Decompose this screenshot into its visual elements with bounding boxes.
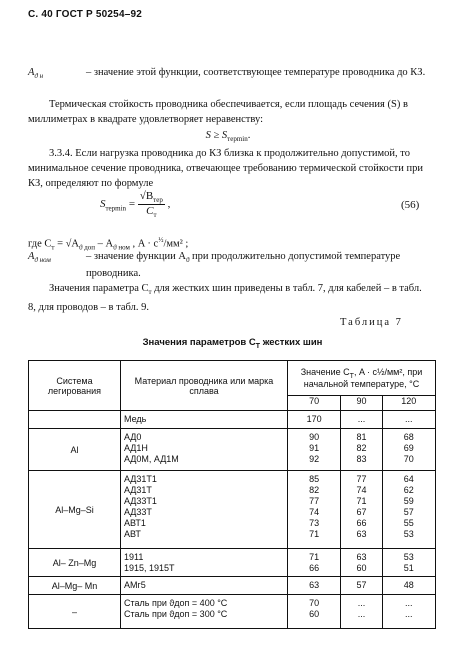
cell-value-90 <box>341 411 382 429</box>
cell-value-120-line: 69 <box>403 443 414 453</box>
cell-value-90-line: 81 <box>356 432 367 442</box>
cell-value-90-line: 82 <box>356 443 367 453</box>
cell-value-70-line: 77 <box>309 496 320 506</box>
page-header: С. 40 ГОСТ Р 50254–92 <box>28 9 142 20</box>
header-ct-value: Значение $C_Т$, A · c½/мм², при начальной температуре, °C <box>288 361 436 396</box>
cell-system: – <box>29 595 121 629</box>
cell-material <box>121 595 288 629</box>
cell-system <box>29 411 121 429</box>
cell-value-70-line: 63 <box>309 580 320 590</box>
cell-value-70-line: 73 <box>309 518 320 528</box>
table-row <box>29 549 436 577</box>
paragraph-3-3-4: 3.3.4. Если нагрузка проводника до КЗ близка к продолжительно допустимой, то минимальное сечение проводника, отвечающее требованию термической стойкости при КЗ, определяют по формуле <box>28 148 423 189</box>
cell-value-120-line: 53 <box>403 529 414 539</box>
header-temp-70: 70 <box>288 396 341 411</box>
cell-material <box>121 577 288 595</box>
cell-value-120-line: 55 <box>403 518 414 528</box>
cell-value-90-line: ... <box>357 414 366 424</box>
symbol-a: $A_{ϑ н}$ <box>28 67 44 81</box>
table-row <box>29 471 436 549</box>
cell-value-90-line: 77 <box>356 474 367 484</box>
cell-value-90-line: 63 <box>356 529 367 539</box>
cell-value-90-line: 66 <box>356 518 367 528</box>
cell-value-90-line: 57 <box>356 580 367 590</box>
cell-value-120-line: 64 <box>403 474 414 484</box>
definition-text: – значение этой функции, соответствующее температуре проводника до КЗ. <box>86 67 426 78</box>
cell-material <box>121 549 288 577</box>
cell-value-90-line: 74 <box>356 485 367 495</box>
cell-material-line: Сталь при ϑдоп = 300 °C <box>124 609 228 619</box>
cell-material-line: Сталь при ϑдоп = 400 °C <box>124 598 228 608</box>
header-temp-120: 120 <box>382 396 435 411</box>
cell-material-line: 1911 <box>124 552 144 562</box>
cell-material-line: АМг5 <box>124 580 146 590</box>
cell-value-120 <box>382 471 435 549</box>
formula-56: $S_{терmin}$ = $\frac{√B_{тер}}{C_т}$ , <box>100 190 171 220</box>
cell-value-120-line: ... <box>405 609 413 619</box>
cell-value-120-line: 70 <box>403 454 414 464</box>
table-number: Таблица 7 <box>340 317 403 328</box>
cell-value-120-line: 68 <box>403 432 414 442</box>
cell-material-line: АВТ1 <box>124 518 146 528</box>
cell-value-70 <box>288 429 341 471</box>
cell-value-90-line: ... <box>357 598 366 608</box>
cell-value-120-line: 57 <box>403 507 414 517</box>
table-row <box>29 429 436 471</box>
cell-value-90-line: 71 <box>356 496 367 506</box>
table-row <box>29 595 436 629</box>
cell-material-line: АД31Т1 <box>124 474 157 484</box>
table-row <box>29 577 436 595</box>
cell-value-70-line: 91 <box>309 443 320 453</box>
header-material: Материал проводника или марка сплава <box>121 361 288 411</box>
table-row <box>29 411 436 429</box>
cell-material-line: АД33Т <box>124 507 152 517</box>
cell-system: Al– Zn–Mg <box>29 549 121 577</box>
cell-value-70-line: 71 <box>309 529 320 539</box>
cell-material-line: АД1Н <box>124 443 148 453</box>
paragraph-thermal-stability: Термическая стойкость проводника обеспечивается, если площадь сечения (S) в миллиметрах в квадрате удовлетворяет неравенству: <box>28 99 408 125</box>
cell-material <box>121 471 288 549</box>
cell-material-line: АД0 <box>124 432 142 442</box>
cell-value-120-line: 59 <box>403 496 414 506</box>
cell-value-70 <box>288 411 341 429</box>
cell-material <box>121 411 288 429</box>
cell-value-120-line: 53 <box>403 552 414 562</box>
cell-value-70 <box>288 577 341 595</box>
formula-fraction: $\frac{√B_{тер}}{C_т}$ <box>139 190 163 220</box>
cell-material-line: Медь <box>124 414 147 424</box>
cell-value-120 <box>382 577 435 595</box>
header-system: Система легирования <box>29 361 121 411</box>
cell-value-120 <box>382 411 435 429</box>
cell-value-90-line: 83 <box>356 454 367 464</box>
cell-value-70-line: 82 <box>309 485 320 495</box>
cell-system: Al–Mg– Mn <box>29 577 121 595</box>
cell-value-70-line: 74 <box>309 507 320 517</box>
cell-value-90 <box>341 429 382 471</box>
cell-material-line: 1915, 1915Т <box>124 563 175 573</box>
table-header-row <box>29 361 436 396</box>
cell-value-120-line: 51 <box>403 563 414 573</box>
cell-material-line: АВТ <box>124 529 141 539</box>
cell-value-120-line: ... <box>405 414 413 424</box>
cell-value-120-line: 48 <box>403 580 414 590</box>
cell-value-70-line: 70 <box>309 598 320 608</box>
cell-value-90-line: 63 <box>356 552 367 562</box>
cell-value-70-line: 170 <box>306 414 322 424</box>
cell-value-90-line: 67 <box>356 507 367 517</box>
cell-value-70 <box>288 595 341 629</box>
cell-system: Al–Mg–Si <box>29 471 121 549</box>
cell-value-90-line: 60 <box>356 563 367 573</box>
cell-value-120 <box>382 549 435 577</box>
cell-material-line: АД31Т <box>124 485 152 495</box>
cell-value-90 <box>341 577 382 595</box>
cell-value-90 <box>341 595 382 629</box>
symbol-a-nom: $A_{ϑ ном}$ <box>28 251 51 265</box>
cell-value-90 <box>341 471 382 549</box>
document-page: С. 40 ГОСТ Р 50254–92 $A_{ϑ н}$ – значение этой функции, соответствующее температуре проводника до КЗ. Термическая стойкость проводника обеспечивается, если площадь сечения (S) в миллиметрах в квадрате удовлетворяет неравенству: $S \ge S_{терmin}$. 3.3.4. Если нагрузка проводника до КЗ близка к продолжительно допустимой, то минимальное сечение проводника, отвечающее требованию термической стойкости при КЗ, определяют по формуле $S_{терmin}$ = $\frac{√B_{тер}}{C_т}$ , (56) где $C_т = √A_{ϑ доп} - A_{ϑ ном}$ , $A \cdot c^{\frac{1}{2}}$/мм² ; $A_{ϑ ном}$ – значение функции $A_ϑ$ при продолжительно допустимой температуре проводника. Значения параметра $C_т$ для жестких шин приведены в табл. 7, для кабелей – в табл. 8, для проводов – в табл. 9. Таблица 7 Значения параметров $C_Т$ жестких шин Система легирования Материал проводника или марка сплава Значение $C_Т$, A · c½/мм², при начальной температуре, °C 70 90 120 Медь 170 ... ... Al АД0 АД1Н АД0М, АД1М 90 91 92 81 82 83 68 69 70 Al–Mg–Si АД31Т1 АД31Т АД33Т1 АД33Т АВТ1 АВТ 85 82 77 74 73 71 77 74 71 67 66 63 64 62 59 57 55 53 Al– Zn–Mg 1911 1915, 1915Т 71 66 63 60 53 51 Al–Mg– Mn АМг5 63 57 48 – Сталь при ϑдоп = 400 °C Сталь при ϑдоп = 300 °C 70 60 ... ... ... ... <box>0 0 465 661</box>
cell-material-line: АД0М, АД1М <box>124 454 179 464</box>
cell-value-70-line: 71 <box>309 552 320 562</box>
cell-material-line: АД33Т1 <box>124 496 157 506</box>
cell-value-70 <box>288 471 341 549</box>
cell-value-120-line: 62 <box>403 485 414 495</box>
cell-value-70-line: 85 <box>309 474 320 484</box>
cell-value-70-line: 66 <box>309 563 320 573</box>
table-title: Значения параметров $C_Т$ жестких шин <box>142 337 323 350</box>
table-7 <box>28 360 436 629</box>
cell-value-90 <box>341 549 382 577</box>
cell-value-120 <box>382 595 435 629</box>
cell-value-70-line: 60 <box>309 609 320 619</box>
cell-value-120-line: ... <box>405 598 413 608</box>
equation-number: (56) <box>401 199 420 211</box>
cell-value-90-line: ... <box>357 609 366 619</box>
cell-value-70 <box>288 549 341 577</box>
header-temp-90: 90 <box>341 396 382 411</box>
cell-value-70-line: 90 <box>309 432 320 442</box>
inequality: $S \ge S_{терmin}$. <box>205 130 251 144</box>
paragraph-ct-tables: Значения параметра $C_т$ для жестких шин приведены в табл. 7, для кабелей – в табл. 8, для проводов – в табл. 9. <box>28 283 422 314</box>
cell-value-70-line: 92 <box>309 454 320 464</box>
cell-system: Al <box>29 429 121 471</box>
cell-value-120 <box>382 429 435 471</box>
cell-material <box>121 429 288 471</box>
where-line: где $C_т = √A_{ϑ доп} - A_{ϑ ном}$ , $A \cdot c^{\frac{1}{2}}$/мм² ; <box>28 236 189 252</box>
